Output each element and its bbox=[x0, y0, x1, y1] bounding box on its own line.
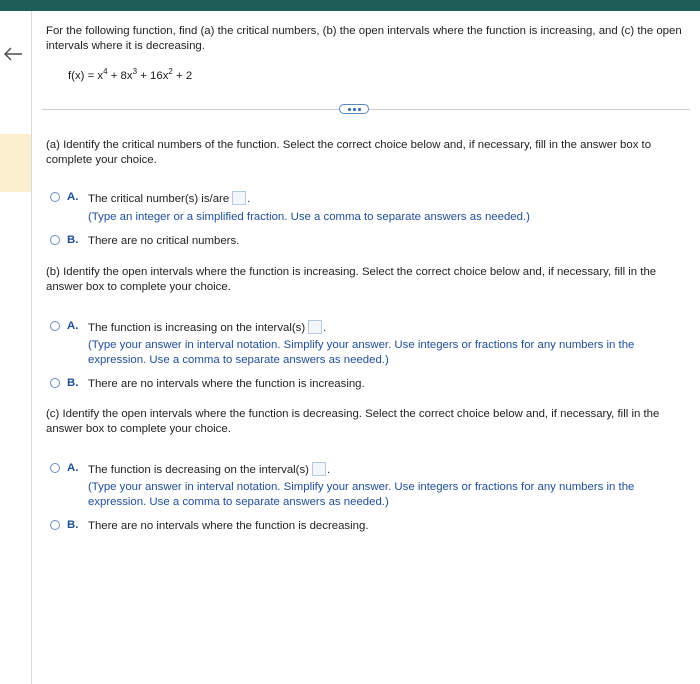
ellipsis-icon bbox=[348, 108, 351, 111]
choice-hint: (Type your answer in interval notation. Simplify your answer. Use integers or fractions for any numbers in the expression. Use a comma to separate answers as needed.) bbox=[88, 481, 635, 508]
choice-text: There are no critical numbers. bbox=[88, 235, 240, 247]
function-formula: $f(x) = x^4 + 8x^3 + 16x^2 + 2$ bbox=[68, 67, 193, 82]
part-b-question: (b) Identify the open intervals where the function is increasing. Select the correct choice below and, if necessary, fill in the answer box to complete your choice. bbox=[46, 266, 657, 293]
radio-button[interactable] bbox=[50, 520, 60, 530]
left-panel bbox=[0, 11, 31, 684]
choice-text: The function is decreasing on the interval(s) . bbox=[88, 464, 331, 476]
choice-letter: A. bbox=[67, 462, 79, 474]
choice-letter: A. bbox=[67, 320, 79, 332]
choice-letter: B. bbox=[67, 234, 79, 246]
choice-text: The function is increasing on the interval(s) . bbox=[88, 322, 327, 334]
choice-letter: B. bbox=[67, 377, 79, 389]
answer-box[interactable] bbox=[312, 462, 326, 476]
choice-text: There are no intervals where the function is increasing. bbox=[88, 378, 365, 390]
radio-button[interactable] bbox=[50, 321, 60, 331]
top-bar bbox=[0, 0, 700, 11]
radio-button[interactable] bbox=[50, 378, 60, 388]
answer-box[interactable] bbox=[232, 191, 246, 205]
answer-box[interactable] bbox=[308, 320, 322, 334]
part-a-question: (a) Identify the critical numbers of the function. Select the correct choice below and, if necessary, fill in the answer box to complete your choice. bbox=[46, 139, 652, 166]
more-options-button[interactable] bbox=[339, 104, 369, 114]
radio-button[interactable] bbox=[50, 235, 60, 245]
radio-button[interactable] bbox=[50, 192, 60, 202]
choice-text: The critical number(s) is/are . bbox=[88, 193, 251, 205]
choice-text: There are no intervals where the function is decreasing. bbox=[88, 520, 369, 532]
back-arrow-icon[interactable] bbox=[2, 47, 24, 61]
part-c-question: (c) Identify the open intervals where the function is decreasing. Select the correct choice below and, if necessary, fill in the answer box to complete your choice. bbox=[46, 408, 660, 435]
radio-button[interactable] bbox=[50, 463, 60, 473]
current-question-highlight bbox=[0, 134, 31, 192]
problem-intro: For the following function, find (a) the critical numbers, (b) the open intervals where the function is increasing, and (c) the open intervals where it is decreasing. bbox=[46, 25, 682, 52]
choice-hint: (Type an integer or a simplified fraction. Use a comma to separate answers as needed.) bbox=[88, 211, 530, 223]
choice-letter: A. bbox=[67, 191, 79, 203]
choice-hint: (Type your answer in interval notation. Simplify your answer. Use integers or fractions for any numbers in the expression. Use a comma to separate answers as needed.) bbox=[88, 339, 635, 366]
content-divider bbox=[31, 11, 32, 684]
choice-letter: B. bbox=[67, 519, 79, 531]
